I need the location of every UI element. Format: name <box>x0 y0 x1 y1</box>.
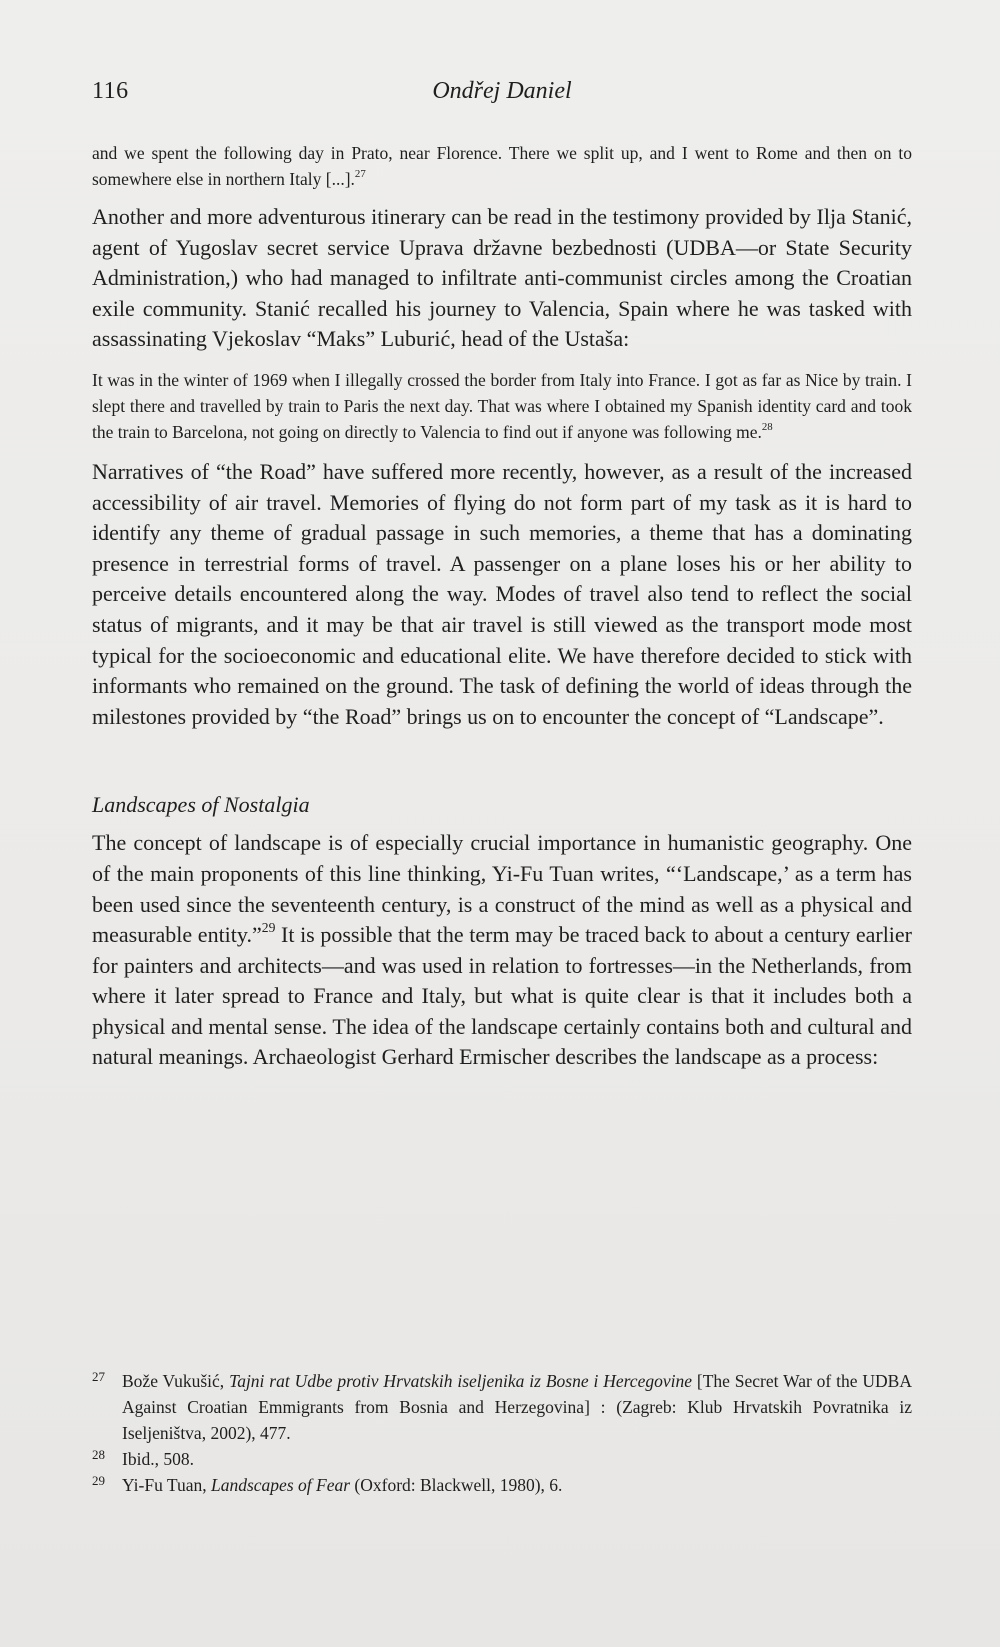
quote-1-text: and we spent the following day in Prato, near Florence. There we split up, and I went to Rome and then on to somewhere else in northern Italy [...]. <box>92 143 912 189</box>
footnote-number: 28 <box>92 1447 105 1462</box>
footnote-rest: [The Secret War of the UDBA Against Croatian Emmigrants from Bosnia and Herzegovina] : (Zagreb: Klub Hrvatskih Povratnika iz Iseljeništva, 2002), 477. <box>122 1371 912 1443</box>
footnotes <box>92 1368 912 1498</box>
footnote-27 <box>92 1368 912 1446</box>
footnote-author: Yi-Fu Tuan, <box>122 1475 211 1495</box>
footnote-text <box>122 1472 912 1498</box>
footnote-28 <box>92 1446 912 1472</box>
footnote-title: Landscapes of Fear <box>211 1475 351 1495</box>
section-paragraph <box>92 828 912 1073</box>
page-number: 116 <box>92 78 129 104</box>
footnote-rest: (Oxford: Blackwell, 1980), 6. <box>350 1475 563 1495</box>
footnote-author: Ibid., 508. <box>122 1449 194 1469</box>
page-header <box>92 78 912 108</box>
quote-2-text: It was in the winter of 1969 when I illegally crossed the border from Italy into France. I got as far as Nice by train. I slept there and travelled by train to Paris the next day. That was where I obtained my Spanish identity card and took the train to Barcelona, not going on directly to Valencia to find out if anyone was following me. <box>92 369 912 442</box>
footnote-text <box>122 1368 912 1446</box>
section-paragraph-start: The concept of landscape is of especially crucial importance in humanistic geography. One of the main proponents of this line thinking, Yi-Fu Tuan writes, “‘Landscape,’ as a term has been used since the seventeenth century, is a construct of the mind as well as a physical and measurable entity.” <box>92 830 912 948</box>
footnote-number: 27 <box>92 1369 105 1384</box>
footnote-text <box>122 1446 912 1472</box>
footnote-author: Bože Vukušić, <box>122 1371 230 1391</box>
block-quote-2 <box>92 367 912 445</box>
footnote-title: Tajni rat Udbe protiv Hrvatskih iseljenika iz Bosne i Hercegovine <box>229 1371 692 1391</box>
footnote-number: 29 <box>92 1473 105 1488</box>
footnote-29 <box>92 1472 912 1498</box>
running-head: Ondřej Daniel <box>432 78 572 104</box>
main-text <box>92 140 912 1073</box>
section-heading: Landscapes of Nostalgia <box>92 792 310 818</box>
paragraph-2: Narratives of “the Road” have suffered more recently, however, as a result of the increased accessibility of air travel. Memories of flying do not form part of my task as it is hard to identify any theme of gradual passage in such memories, a theme that has a dominating presence in terrestrial forms of travel. A passenger on a plane loses his or her ability to perceive details encountered along the way. Modes of travel also tend to reflect the social status of migrants, and it may be that air travel is still viewed as the transport mode most typical for the socioeconomic and educational elite. We have therefore decided to stick with informants who remained on the ground. The task of defining the world of ideas through the milestones provided by “the Road” brings us on to encounter the concept of “Landscape”. <box>92 458 912 729</box>
paragraph-1: Another and more adventurous itinerary can be read in the testimony provided by Ilja Stanić, agent of Yugoslav secret service Uprava državne bezbednosti (UDBA—or State Security Administration,) who had managed to infiltrate anti-communist circles among the Croatian exile community. Stanić recalled his journey to Valencia, Spain where he was tasked with assassinating Vjekoslav “Maks” Luburić, head of the Ustaša: <box>92 204 912 352</box>
section-paragraph-end: It is possible that the term may be traced back to about a century earlier for painters and architects—and was used in relation to fortresses—in the Netherlands, from where it later spread to France and Italy, but what is quite clear is that it includes both a physical and mental sense. The idea of the landscape certainly contains both and cultural and natural meanings. Archaeologist Gerhard Ermischer describes the landscape as a process: <box>92 922 913 1070</box>
footnote-ref-29[interactable]: 29 <box>261 920 276 936</box>
block-quote-1 <box>92 140 912 192</box>
footnote-ref-27[interactable]: 27 <box>354 168 366 181</box>
footnote-ref-28[interactable]: 28 <box>761 421 773 434</box>
